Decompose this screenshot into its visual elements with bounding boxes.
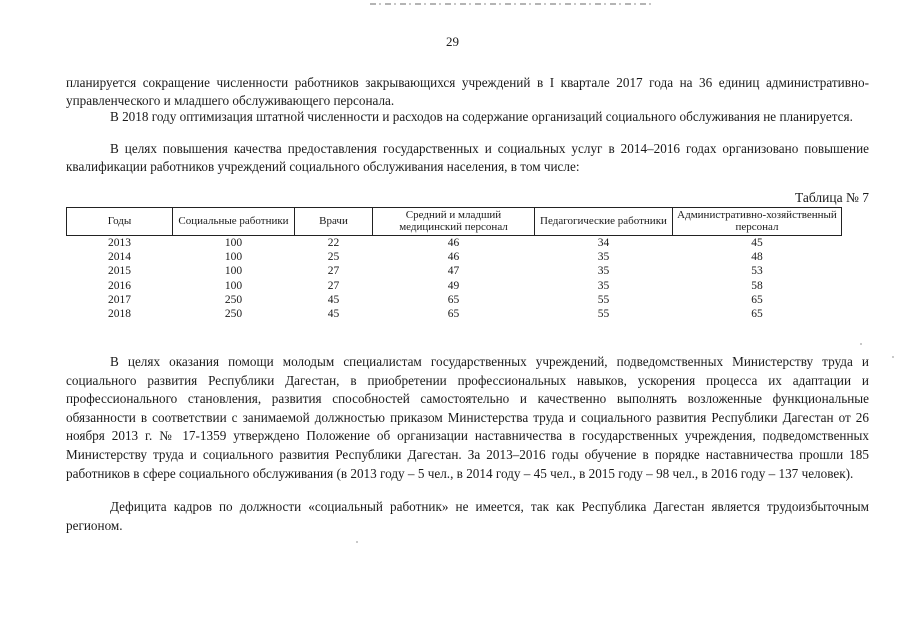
table-row: [67, 279, 842, 293]
table-cell: 55: [597, 293, 610, 306]
table-cell: 65: [751, 308, 763, 321]
table-cell: 100: [224, 237, 243, 249]
table-row: [67, 236, 842, 251]
table-header-row: [67, 208, 842, 236]
paragraph-mentoring: В целях оказания помощи молодым специалистам государственных учреждений, подведомственных Министерству труда и социального развития Республики Дагестан, в приобретении профессиональных навыков, ускорения процесса их адаптации и профессионального становления, развития способностей самостоятельно и качественно выполнять возложенные функциональные обязанности в соответствии с занимаемой должностью приказом Министерства труда и социального развития Республики Дагестан от 26 ноября 2013 г. № 17-1359 утверждено Положение об организации наставничества в государственных учреждения, подведомственных Министерству труда и социального развития Республики Дагестан. За 2013–2016 годы обучение в порядке наставничества прошли 185 работников в сфере социального обслуживания (в 2013 году – 5 чел., в 2014 году – 45 чел., в 2015 году – 98 чел., в 2016 году – 137 человек).: [66, 354, 869, 481]
qualification-table: [66, 207, 842, 321]
table-cell: 65: [447, 293, 460, 306]
scan-speck: [892, 356, 894, 358]
paragraph-staff-reduction: планируется сокращение численности работников закрывающихся учреждений в I квартале 2017 года на 36 единиц административно-управленческого и младшего обслуживающего персонала.: [66, 75, 869, 108]
header-teachers: Педагогические работники: [535, 208, 673, 236]
table-cell: 100: [224, 279, 243, 292]
scan-artifact: [370, 3, 655, 5]
table-cell: 100: [224, 251, 243, 264]
table-row: [67, 293, 842, 307]
table-cell: 48: [751, 251, 763, 264]
table-cell: 35: [597, 279, 610, 292]
table-cell: 2014: [108, 251, 131, 264]
table-cell: 22: [327, 237, 340, 249]
table-cell: 25: [327, 251, 340, 264]
page-number: 29: [446, 34, 459, 49]
paragraph-qualification: В целях повышения качества предоставления государственных и социальных услуг в 2014–2016 годах организовано повышение квалификации работников учреждений социального обслуживания населения, в том числе:: [66, 141, 869, 174]
header-admin-staff: Административно-хозяйственный персонал: [673, 208, 842, 236]
table-cell: 2017: [108, 293, 131, 306]
header-doctors: Врачи: [295, 208, 373, 236]
table-cell: 2013: [108, 237, 131, 249]
header-social-workers: Социальные работники: [173, 208, 295, 236]
table-cell: 55: [597, 308, 610, 321]
table-cell: 45: [327, 293, 340, 306]
table-cell: 34: [597, 237, 610, 249]
table-cell: 53: [751, 265, 763, 278]
table-cell: 46: [447, 251, 460, 264]
paragraph-optimization-2018: В 2018 году оптимизация штатной численности и расходов на содержание организаций социального обслуживания не планируется.: [110, 109, 853, 124]
table-cell: 58: [751, 279, 763, 292]
table-cell: 46: [447, 237, 460, 249]
table-row: [67, 250, 842, 264]
table-cell: 49: [447, 279, 460, 292]
table-cell: 250: [224, 308, 243, 321]
table-cell: 35: [597, 265, 610, 278]
header-years: Годы: [67, 208, 173, 236]
table-cell: 45: [751, 237, 763, 249]
table-cell: 2018: [108, 308, 131, 321]
table-cell: 2016: [108, 279, 131, 292]
scan-speck: [356, 541, 358, 543]
table-cell: 45: [327, 308, 340, 321]
table-row: [67, 307, 842, 321]
table-cell: 100: [224, 265, 243, 278]
paragraph-staff-deficit: Дефицита кадров по должности «социальный работник» не имеется, так как Республика Дагестан является трудоизбыточным регионом.: [66, 499, 869, 533]
scan-speck: [860, 343, 862, 345]
table-cell: 35: [597, 251, 610, 264]
table-cell: 47: [447, 265, 460, 278]
table-cell: 27: [327, 265, 340, 278]
header-medical-staff: Средний и младший медицинский персонал: [373, 208, 535, 236]
table-cell: 65: [447, 308, 460, 321]
table-cell: 2015: [108, 265, 131, 278]
table-cell: 27: [327, 279, 340, 292]
table-cell: 65: [751, 293, 763, 306]
table-cell: 250: [224, 293, 243, 306]
table-row: [67, 264, 842, 278]
table-caption: Таблица № 7: [795, 190, 869, 205]
